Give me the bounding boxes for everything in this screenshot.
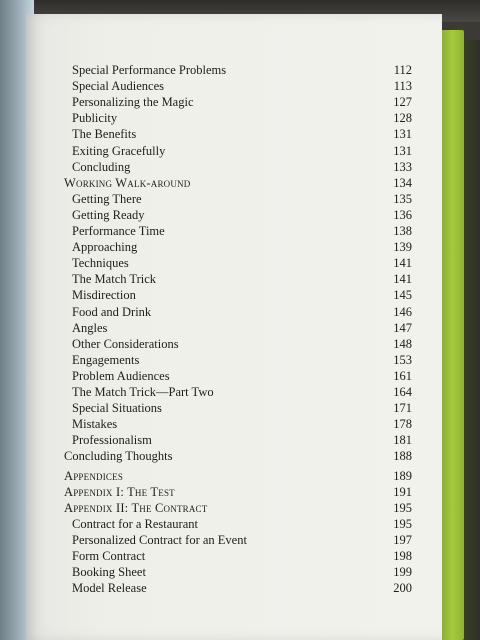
toc-entry-title: The Benefits <box>72 127 137 142</box>
toc-entry-title: Exiting Gracefully <box>72 143 166 158</box>
toc-entry-title: Model Release <box>72 581 147 596</box>
toc-entry-title: Getting Ready <box>72 207 145 222</box>
toc-entry-title: Misdirection <box>72 288 136 303</box>
toc-entry <box>26 192 442 209</box>
toc-entry-title: Special Situations <box>72 401 162 416</box>
toc-entry <box>26 256 442 273</box>
toc-entry-page: 135 <box>393 191 412 206</box>
toc-entry-page: 134 <box>393 175 412 190</box>
toc-entry <box>26 449 442 466</box>
toc-entry-page: 127 <box>393 95 412 110</box>
toc-entry-title: Problem Audiences <box>72 368 170 383</box>
toc-entry-page: 199 <box>393 565 412 580</box>
table-of-contents <box>26 14 442 640</box>
toc-entry <box>26 581 442 598</box>
toc-entry-page: 197 <box>393 532 412 547</box>
toc-entry-title: Performance Time <box>72 224 165 238</box>
toc-entry-title: Personalizing the Magic <box>72 95 194 110</box>
toc-entry-title: Other Considerations <box>72 336 179 351</box>
book-page <box>26 14 442 640</box>
toc-entry-page: 181 <box>393 433 412 448</box>
toc-entry-page: 171 <box>393 401 412 416</box>
toc-entry <box>26 111 442 128</box>
toc-entry-page: 138 <box>393 224 412 238</box>
toc-entry-page: 136 <box>393 207 412 222</box>
toc-entry <box>26 417 442 434</box>
toc-entry-title: Concluding Thoughts <box>64 449 173 464</box>
toc-entry-title: Special Performance Problems <box>72 63 227 77</box>
toc-entry-page: 146 <box>393 304 412 319</box>
toc-entry-title: Engagements <box>72 352 140 367</box>
toc-entry-page: 133 <box>393 159 412 174</box>
toc-entry-title: Food and Drink <box>72 304 152 319</box>
toc-entry <box>26 549 442 566</box>
toc-entry-page: 191 <box>393 484 412 499</box>
toc-entry <box>26 485 442 502</box>
toc-entry-title: Getting There <box>72 191 142 206</box>
toc-entry <box>26 401 442 418</box>
toc-entry <box>26 533 442 550</box>
toc-entry-title: The Match Trick—Part Two <box>72 385 214 399</box>
toc-entry <box>26 224 442 241</box>
toc-entry <box>26 501 442 518</box>
toc-entry <box>26 433 442 450</box>
toc-entry-title: Appendices <box>64 468 124 483</box>
toc-entry-title: Approaching <box>72 240 138 255</box>
toc-entry-title: Concluding <box>72 159 131 174</box>
toc-entry <box>26 127 442 144</box>
toc-entry-page: 128 <box>393 111 412 126</box>
toc-entry-page: 200 <box>393 581 412 596</box>
toc-entry-title: Special Audiences <box>72 79 164 94</box>
toc-entry <box>26 272 442 289</box>
toc-entry <box>26 565 442 582</box>
toc-entry-page: 188 <box>393 449 412 464</box>
toc-entry <box>26 144 442 161</box>
toc-entry-title: Techniques <box>72 256 129 271</box>
toc-entry-page: 164 <box>393 385 412 399</box>
toc-entry <box>26 321 442 338</box>
toc-entry-title: Professionalism <box>72 433 152 448</box>
toc-entry <box>26 385 442 402</box>
toc-entry-page: 141 <box>393 256 412 271</box>
toc-entry-page: 131 <box>393 127 412 142</box>
toc-entry-title: The Match Trick <box>72 272 157 287</box>
toc-entry-page: 131 <box>393 143 412 158</box>
toc-entry-page: 198 <box>393 549 412 563</box>
toc-entry-page: 113 <box>393 79 412 94</box>
toc-entry-page: 141 <box>393 272 412 287</box>
toc-entry <box>26 176 442 193</box>
toc-entry <box>26 79 442 96</box>
toc-entry-title: Contract for a Restaurant <box>72 516 198 531</box>
toc-entry-page: 195 <box>393 500 412 515</box>
toc-entry <box>26 369 442 386</box>
toc-entry-title: Booking Sheet <box>72 565 146 580</box>
toc-entry <box>26 469 442 486</box>
toc-entry-page: 161 <box>393 368 412 383</box>
toc-entry <box>26 95 442 112</box>
toc-entry-title: Publicity <box>72 111 118 126</box>
toc-entry-page: 148 <box>393 336 412 351</box>
toc-entry <box>26 160 442 177</box>
toc-entry-title: Working Walk-around <box>64 175 191 190</box>
toc-entry-page: 189 <box>393 468 412 483</box>
toc-entry <box>26 337 442 354</box>
toc-entry <box>26 353 442 370</box>
toc-entry <box>26 305 442 322</box>
toc-entry-page: 139 <box>393 240 412 255</box>
toc-entry-title: Appendix II: The Contract <box>64 500 208 515</box>
toc-entry-page: 112 <box>393 63 412 77</box>
toc-entry-title: Form Contract <box>72 549 146 563</box>
toc-entry-page: 145 <box>393 288 412 303</box>
toc-entry-title: Angles <box>72 320 108 335</box>
toc-entry <box>26 63 442 80</box>
toc-entry <box>26 240 442 257</box>
toc-entry-title: Appendix I: The Test <box>64 484 175 499</box>
toc-entry-title: Mistakes <box>72 417 118 432</box>
toc-entry-page: 195 <box>393 516 412 531</box>
toc-entry-title: Personalized Contract for an Event <box>72 532 247 547</box>
toc-entry <box>26 288 442 305</box>
toc-entry-page: 153 <box>393 352 412 367</box>
toc-entry <box>26 208 442 225</box>
toc-entry <box>26 517 442 534</box>
toc-entry-page: 178 <box>393 417 412 432</box>
toc-entry-page: 147 <box>393 320 412 335</box>
